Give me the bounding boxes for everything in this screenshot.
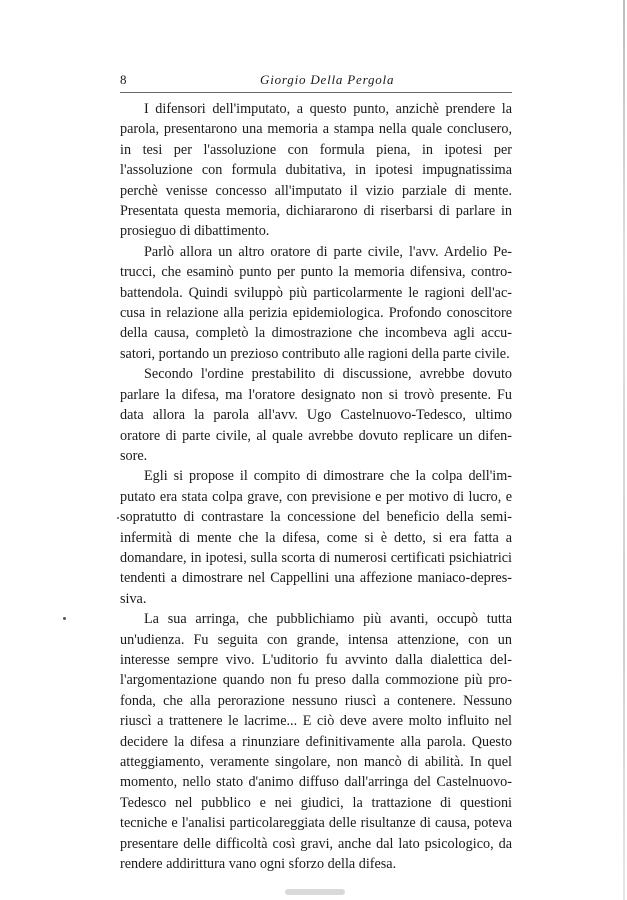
paragraph-2: Parlò allora un altro oratore di parte civile, l'avv. Ardelio Petrucci, che esaminò punto per punto la memoria difensiva, controbattendola. Quindi sviluppò più particolarmente le ragioni dell'accusa in relazione alla perizia epidemiologica. Profondo conoscitore della causa, completò la dimostrazione che incombeva agli accusatori, portando un prezioso contributo alle ragioni della parte civile. [120, 243, 512, 362]
print-speck [63, 617, 66, 620]
page-header [120, 70, 512, 93]
paragraph-4: Egli si propose il compito di dimostrare che la colpa dell'imputato era stata colpa grave, con previsione e per motivo di lucro, e sopratutto di contrastare la concessione del beneficio della semiinfermità di mente che la difesa, come si è detto, si era fatta a domandare, in ipotesi, sulla scorta di numerosi certificati psichiatrici tendenti a dimostrare nel Cappellini una affezione maniaco-depressiva. [120, 468, 512, 607]
paragraph-1: I difensori dell'imputato, a questo punto, anzichè prendere la parola, presentarono una memoria a stampa nella quale conclusero, in tesi per l'assoluzione con formula piena, in ipotesi per l'assoluzione con formula dubitativa, in ipotesi impugnatissima perchè venisse concesso all'imputato il vizio parziale di mente. Presentata questa memoria, dichiararono di riserbarsi di parlare in prosieguo di dibattimento. [120, 101, 512, 240]
paragraph-5: La sua arringa, che pubblichiamo più avanti, occupò tutta un'udienza. Fu seguita con grande, intensa attenzione, con un interesse sempre vivo. L'uditorio fu avvinto dalla dialettica dell'argomentazione quando non fu preso dalla commozione più profonda, che alla perorazione nessuno riuscì a contenere. Nessuno riuscì a trattenere le lacrime... E ciò deve avere molto influito nel decidere la difesa a rinunziare definitivamente alla parola. Questo atteggiamento, veramente singolare, non mancò di abilità. In quel momento, nello stato d'animo diffuso dall'arringa del Castelnuovo-Tedesco nel pubblico e nei giudici, la trattazione di questioni tecniche e l'analisi particolareggiata delle risultanze di causa, poteva presentare delle difficoltà così gravi, anche dal lato psicologico, da rendere addirittura vano ogni sforzo della difesa. [120, 611, 512, 873]
running-head: Giorgio Della Pergola [260, 72, 395, 87]
body-text [120, 99, 512, 874]
page-number: 8 [120, 72, 127, 87]
footer-smudge [285, 889, 345, 895]
page-edge [623, 0, 625, 900]
print-speck [117, 517, 119, 519]
paragraph-3: Secondo l'ordine prestabilito di discussione, avrebbe dovuto parlare la difesa, ma l'oratore designato non si trovò presente. Fu data allora la parola all'avv. Ugo Castelnuovo-Tedesco, ultimo oratore di parte civile, al quale avrebbe dovuto replicare un difensore. [120, 366, 512, 464]
